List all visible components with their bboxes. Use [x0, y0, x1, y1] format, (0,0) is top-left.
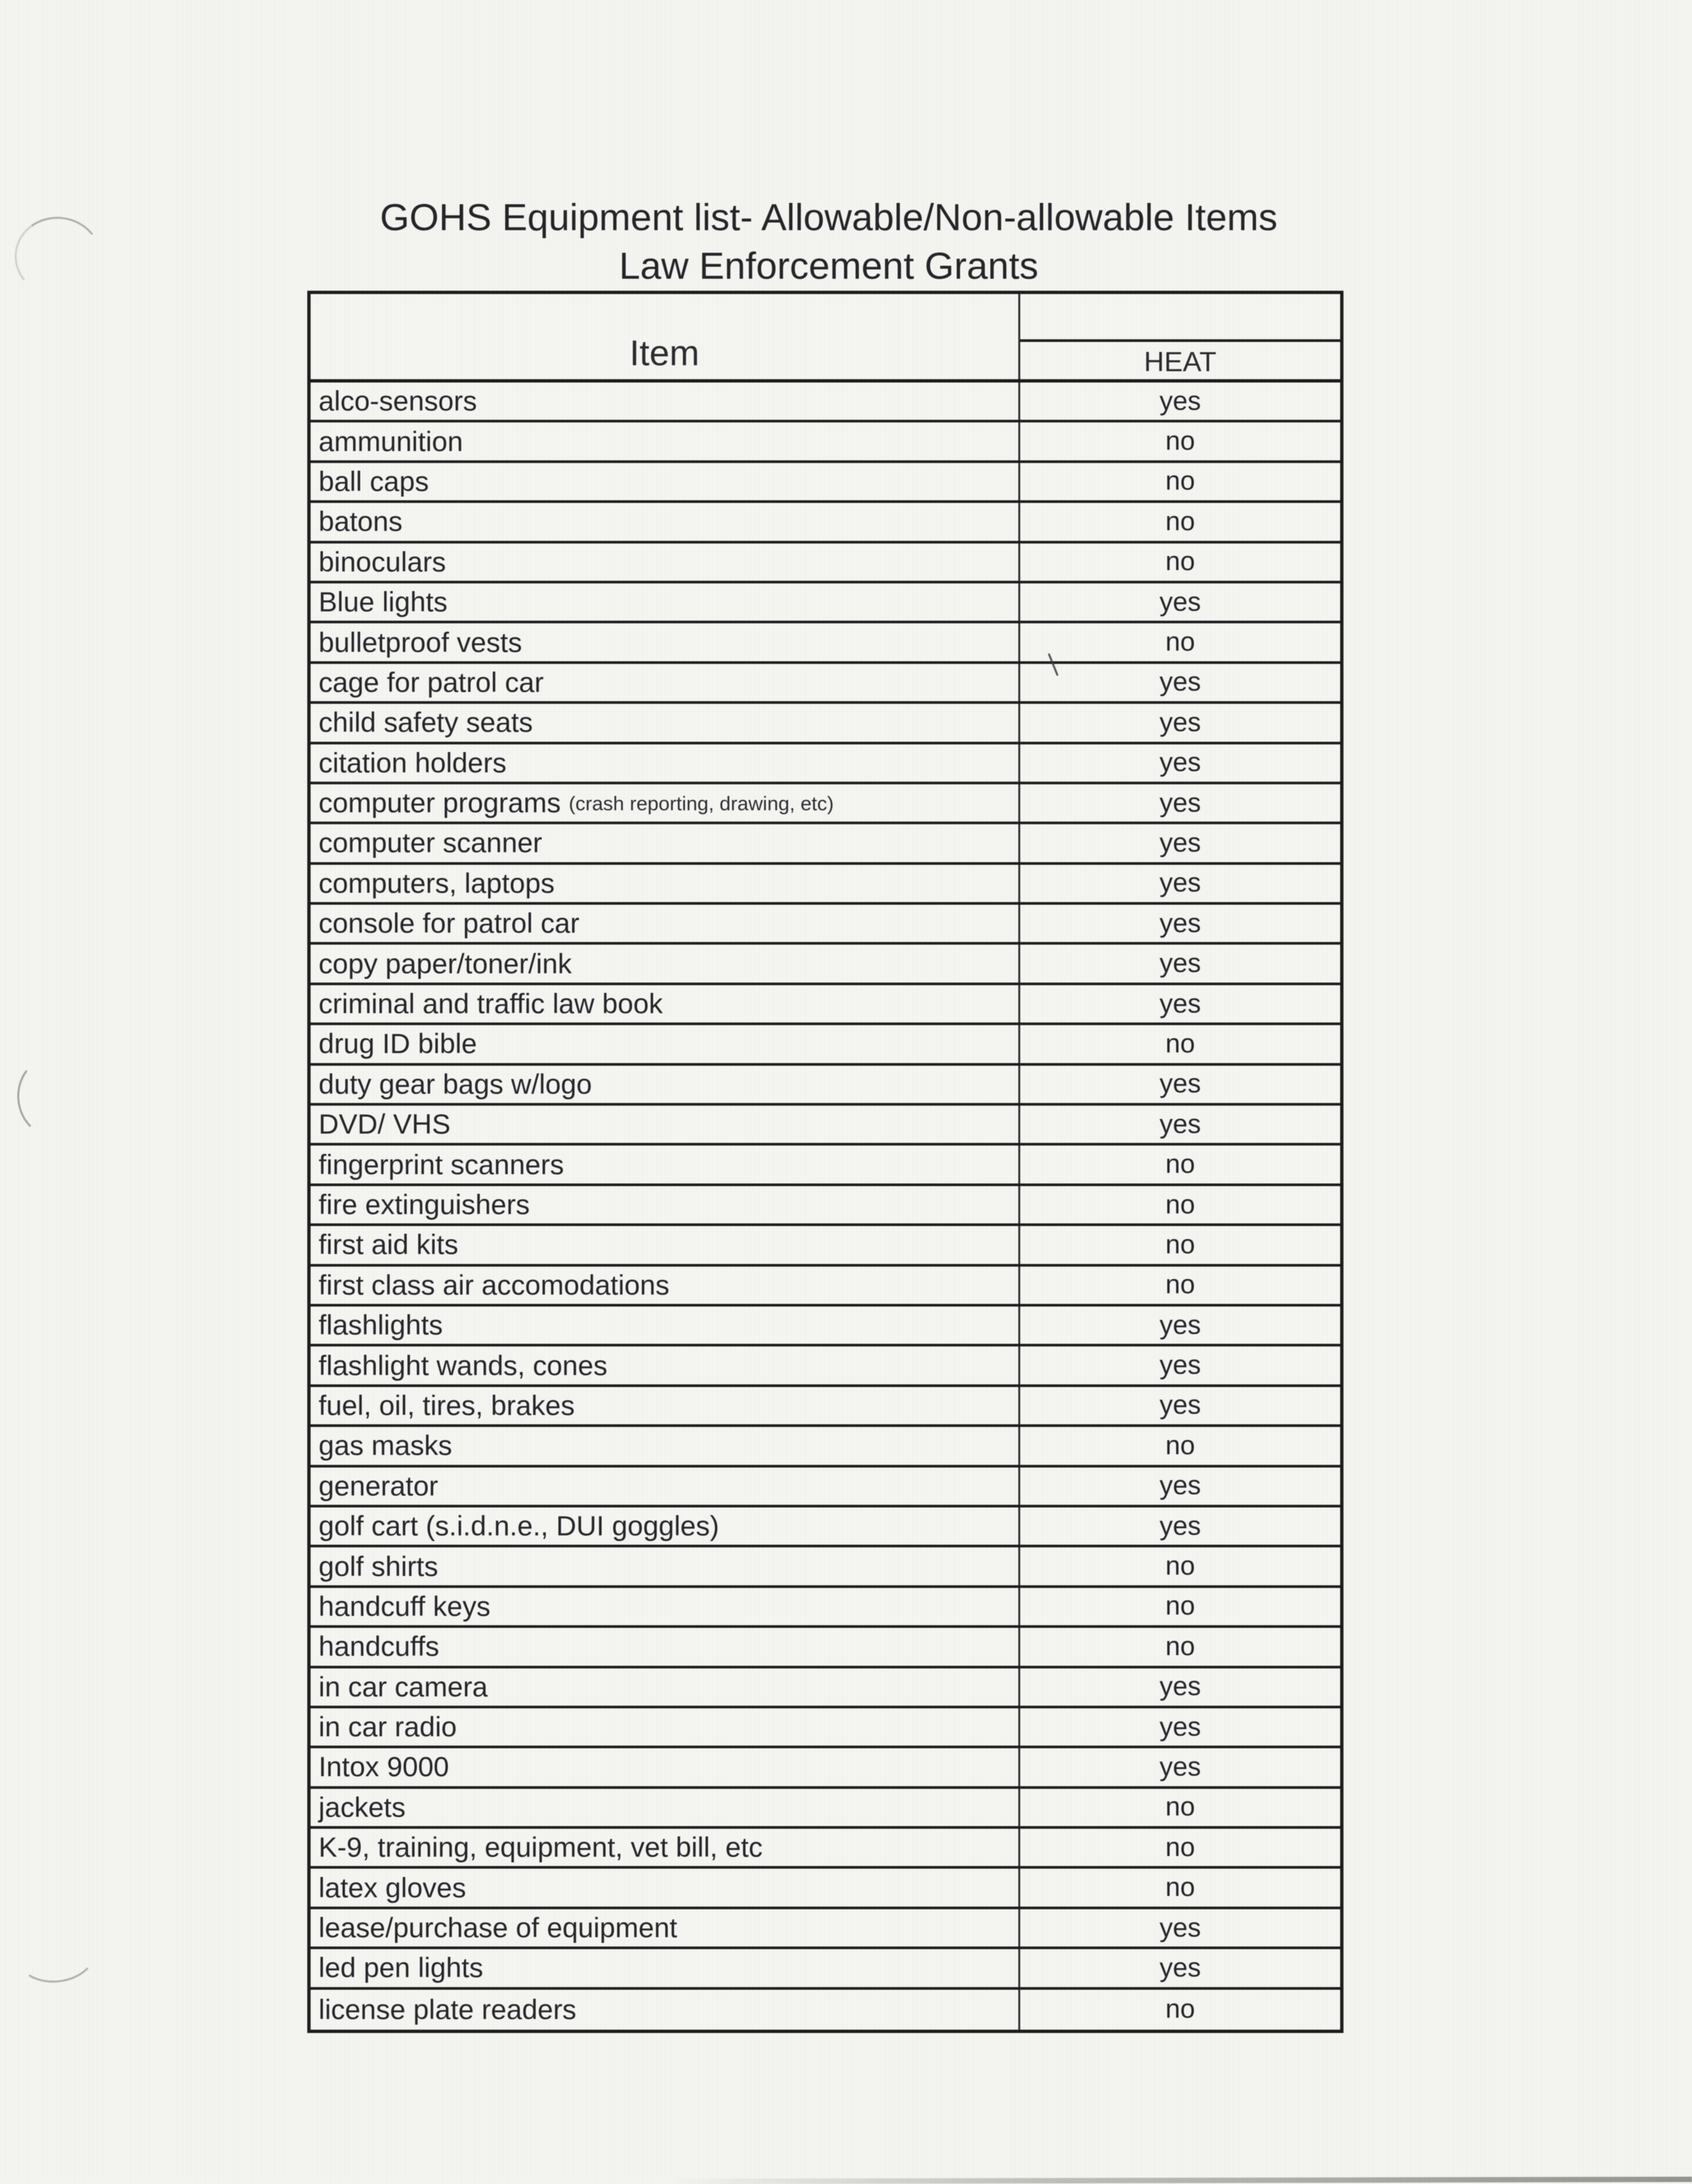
- table-row: [311, 503, 1340, 543]
- item-cell: [311, 1226, 1018, 1263]
- item-cell: [311, 1387, 1018, 1424]
- item-cell: [311, 463, 1018, 500]
- heat-value: no: [1018, 1789, 1340, 1826]
- item-cell: [311, 945, 1018, 982]
- item-label: citation holders: [319, 746, 507, 778]
- table-row: [311, 1668, 1340, 1708]
- item-label: ammunition: [319, 425, 464, 457]
- item-cell: [311, 1146, 1018, 1183]
- item-label: drug ID bible: [319, 1028, 478, 1060]
- item-label: first class air accomodations: [319, 1269, 670, 1301]
- table-row: [311, 1547, 1340, 1587]
- item-cell: [311, 1668, 1018, 1706]
- item-label: handcuff keys: [319, 1590, 491, 1622]
- heat-column-header-group: [1018, 294, 1340, 379]
- heat-value: yes: [1018, 383, 1340, 420]
- item-cell: [311, 1066, 1018, 1103]
- table-row: [311, 784, 1340, 824]
- heat-value: yes: [1018, 1507, 1340, 1545]
- item-label: first aid kits: [319, 1229, 459, 1261]
- item-cell: [311, 544, 1018, 581]
- item-label: jackets: [319, 1791, 406, 1823]
- heat-value: no: [1018, 1267, 1340, 1304]
- table-row: [311, 1387, 1340, 1427]
- item-label: latex gloves: [319, 1871, 466, 1903]
- heat-value: yes: [1018, 824, 1340, 861]
- item-cell: [311, 865, 1018, 902]
- table-row: [311, 463, 1340, 503]
- table-row: [311, 1226, 1340, 1266]
- item-cell: [311, 503, 1018, 540]
- table-row: [311, 1628, 1340, 1668]
- item-label: lease/purchase of equipment: [319, 1912, 678, 1944]
- item-label: duty gear bags w/logo: [319, 1068, 592, 1100]
- table-row: [311, 1267, 1340, 1307]
- equipment-table: [307, 291, 1343, 2033]
- heat-value: yes: [1018, 905, 1340, 942]
- item-cell: [311, 1748, 1018, 1786]
- heat-value: no: [1018, 503, 1340, 540]
- document-title-line1: GOHS Equipment list- Allowable/Non-allowable Items: [380, 196, 1278, 239]
- item-note: (crash reporting, drawing, etc): [569, 793, 834, 816]
- item-cell: [311, 1307, 1018, 1344]
- heat-value: yes: [1018, 945, 1340, 982]
- table-header: [311, 294, 1340, 383]
- item-cell: [311, 583, 1018, 621]
- heat-value: no: [1018, 1146, 1340, 1183]
- table-row: [311, 1307, 1340, 1346]
- table-row: [311, 664, 1340, 704]
- item-cell: [311, 1869, 1018, 1906]
- item-label: ball caps: [319, 465, 429, 497]
- item-label: license plate readers: [319, 1993, 577, 2025]
- heat-value: yes: [1018, 664, 1340, 701]
- item-label: alco-sensors: [319, 385, 478, 417]
- item-label: DVD/ VHS: [319, 1108, 451, 1140]
- heat-value: yes: [1018, 1949, 1340, 1986]
- heat-value: yes: [1018, 1346, 1340, 1384]
- table-row: [311, 1106, 1340, 1146]
- table-row: [311, 422, 1340, 462]
- table-row: [311, 1346, 1340, 1386]
- heat-value: yes: [1018, 1708, 1340, 1746]
- table-row: [311, 1748, 1340, 1788]
- item-label: handcuffs: [319, 1631, 440, 1662]
- item-cell: [311, 664, 1018, 701]
- table-row: [311, 1507, 1340, 1547]
- heat-value: no: [1018, 1990, 1340, 2030]
- heat-value: yes: [1018, 985, 1340, 1022]
- item-cell: [311, 1547, 1018, 1585]
- item-cell: [311, 1186, 1018, 1223]
- item-label: child safety seats: [319, 706, 533, 738]
- item-cell: [311, 1990, 1018, 2030]
- item-cell: [311, 1789, 1018, 1826]
- table-row: [311, 704, 1340, 744]
- item-cell: [311, 1267, 1018, 1304]
- item-label: binoculars: [319, 546, 446, 577]
- table-row: [311, 1427, 1340, 1467]
- scan-artifact-arc: [15, 1056, 87, 1139]
- item-cell: [311, 1909, 1018, 1947]
- item-cell: [311, 1829, 1018, 1866]
- item-cell: [311, 905, 1018, 942]
- item-label: batons: [319, 506, 403, 538]
- item-label: flashlights: [319, 1309, 443, 1341]
- heat-value: yes: [1018, 865, 1340, 902]
- table-row: [311, 1025, 1340, 1065]
- item-label: Intox 9000: [319, 1751, 450, 1783]
- item-label: bulletproof vests: [319, 626, 522, 658]
- item-label: golf shirts: [319, 1550, 438, 1582]
- heat-column-header: HEAT: [1144, 346, 1216, 377]
- table-rows: [311, 383, 1340, 2030]
- item-cell: [311, 1025, 1018, 1062]
- heat-value: no: [1018, 1628, 1340, 1665]
- heat-value: no: [1018, 1869, 1340, 1906]
- table-row: [311, 905, 1340, 945]
- item-label: computer programs: [319, 787, 561, 819]
- item-cell: [311, 1708, 1018, 1746]
- heat-value: no: [1018, 544, 1340, 581]
- heat-value: yes: [1018, 1748, 1340, 1786]
- item-label: copy paper/toner/ink: [319, 947, 572, 979]
- heat-value: no: [1018, 1427, 1340, 1464]
- table-row: [311, 623, 1340, 663]
- document-title-line2: Law Enforcement Grants: [619, 245, 1039, 287]
- heat-value: yes: [1018, 1066, 1340, 1103]
- item-cell: [311, 1588, 1018, 1625]
- item-cell: [311, 744, 1018, 782]
- item-label: Blue lights: [319, 586, 448, 618]
- table-row: [311, 1990, 1340, 2030]
- scan-bottom-edge-shadow: [672, 2177, 1692, 2184]
- table-row: [311, 1949, 1340, 1989]
- item-label: computers, laptops: [319, 867, 555, 899]
- heat-value: no: [1018, 1226, 1340, 1263]
- table-row: [311, 1789, 1340, 1829]
- heat-value: no: [1018, 422, 1340, 460]
- heat-value: no: [1018, 623, 1340, 661]
- heat-value: yes: [1018, 744, 1340, 782]
- table-row: [311, 544, 1340, 583]
- table-row: [311, 1708, 1340, 1748]
- table-row: [311, 865, 1340, 905]
- item-label: criminal and traffic law book: [319, 988, 663, 1020]
- item-cell: [311, 1507, 1018, 1545]
- item-cell: [311, 383, 1018, 420]
- item-label: computer scanner: [319, 827, 543, 859]
- item-label: flashlight wands, cones: [319, 1349, 608, 1381]
- heat-value: yes: [1018, 1909, 1340, 1947]
- item-label: led pen lights: [319, 1952, 484, 1984]
- table-row: [311, 1146, 1340, 1185]
- table-row: [311, 383, 1340, 422]
- item-label: fuel, oil, tires, brakes: [319, 1389, 575, 1421]
- heat-value: yes: [1018, 583, 1340, 621]
- item-cell: [311, 1468, 1018, 1505]
- table-row: [311, 1066, 1340, 1106]
- table-row: [311, 824, 1340, 864]
- item-cell: [311, 1628, 1018, 1665]
- item-cell: [311, 1949, 1018, 1986]
- item-cell: [311, 985, 1018, 1022]
- item-label: fingerprint scanners: [319, 1148, 564, 1180]
- item-label: console for patrol car: [319, 907, 580, 939]
- item-label: in car radio: [319, 1711, 457, 1743]
- scan-artifact-arc: [9, 211, 107, 303]
- item-cell: [311, 784, 1018, 822]
- heat-value: yes: [1018, 1106, 1340, 1143]
- item-label: gas masks: [319, 1430, 452, 1462]
- heat-value: yes: [1018, 784, 1340, 822]
- item-label: fire extinguishers: [319, 1189, 530, 1220]
- table-row: [311, 583, 1340, 623]
- heat-value: yes: [1018, 1668, 1340, 1706]
- item-cell: [311, 422, 1018, 460]
- heat-value: no: [1018, 1588, 1340, 1625]
- heat-empty-cell: [1020, 294, 1340, 342]
- item-column-header: Item: [629, 333, 700, 373]
- heat-value: no: [1018, 1547, 1340, 1585]
- heat-value: no: [1018, 1829, 1340, 1866]
- table-row: [311, 1186, 1340, 1226]
- item-label: cage for patrol car: [319, 666, 544, 698]
- item-label: K-9, training, equipment, vet bill, etc: [319, 1831, 763, 1863]
- scan-artifact-arc: [13, 1919, 100, 1987]
- heat-value: yes: [1018, 704, 1340, 741]
- item-cell: [311, 623, 1018, 661]
- item-cell: [311, 704, 1018, 741]
- item-cell: [311, 1106, 1018, 1143]
- table-row: [311, 1468, 1340, 1507]
- table-row: [311, 985, 1340, 1025]
- table-row: [311, 1829, 1340, 1869]
- item-cell: [311, 824, 1018, 861]
- item-label: generator: [319, 1470, 438, 1501]
- heat-value: no: [1018, 463, 1340, 500]
- heat-value: no: [1018, 1186, 1340, 1223]
- table-row: [311, 744, 1340, 784]
- table-row: [311, 1869, 1340, 1909]
- item-cell: [311, 1346, 1018, 1384]
- heat-value: no: [1018, 1025, 1340, 1062]
- item-label: golf cart (s.i.d.n.e., DUI goggles): [319, 1510, 720, 1542]
- item-label: in car camera: [319, 1670, 488, 1702]
- heat-value: yes: [1018, 1387, 1340, 1424]
- table-row: [311, 1909, 1340, 1949]
- table-row: [311, 945, 1340, 985]
- heat-value: yes: [1018, 1307, 1340, 1344]
- item-cell: [311, 1427, 1018, 1464]
- heat-value: yes: [1018, 1468, 1340, 1505]
- table-row: [311, 1588, 1340, 1628]
